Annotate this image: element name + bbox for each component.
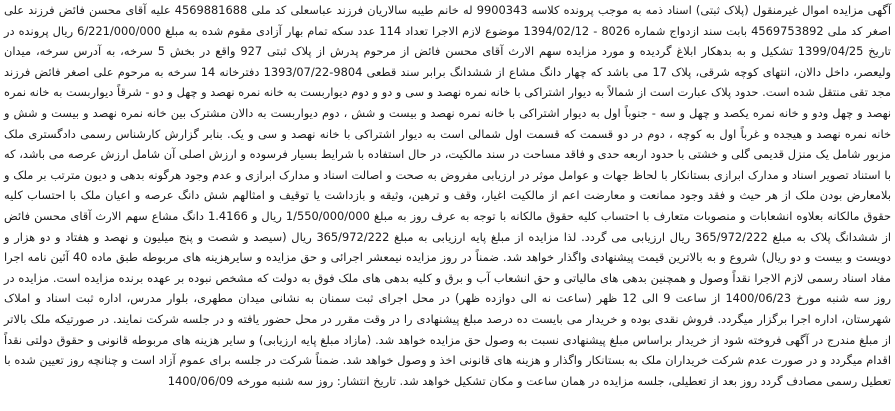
notice-body: آگهی مزایده اموال غیرمنقول (پلاک ثبتی) اسناد ذمه به موجب پرونده کلاسه 9900343 له خانم طیبه سالاریان فرزند عباسعلی کد ملی 4569881688 علیه آقای محسن فائض فرزند علی اصغر کد ملی 4569753892 بابت سند ازدواج شماره 8026 - 1394/02/12 موضوع لازم الاجرا تعداد 114 عدد سکه تمام بهار آزادی مقوم شده به مبلغ 6/221/000/000 ریال پرونده در تاریخ 1399/04/25 تشکیل و به بدهکار ابلاغ گردیده و مورد مزایده سهم الارث آقای محسن فائض از مرحوم پدرش از پلاک ثبتی 927 واقع در بخش 5 سرخه، به آدرس سرخه، میدان ولیعصر، داخل دالان، انتهای کوچه شرقی، پلاک 17 می باشد که چهار دانگ مشاع از ششدانگ برابر سند قطعی 9804-1393/07/22 دفترخانه 14 سرخه به مرحوم علی اصغر فائض فرزند مجد تقی منتقل شده است. حدود پلاک عبارت است از شمالاً به دیوار اشتراکی با خانه نمره نهصد و سی و دو و دوم دیواربست به خانه نمره نهصد و چهل و دو - شرقاً دیواربست به خانه نمره نهصد و چهل ودو و خانه نمره یکصد و چهل و سه - جنوباً اول به دیوار اشتراکی با خانه نمره نهصد و بیست و شش ، دوم دیواربست به دالان مشترک بین خانه نمره نهصد و بیست و شش و خانه نمره نهصد و هیجده و غرباً اول به کوچه ، دوم در دو قسمت که قسمت اول شمالی است به دیوار اشتراکی با خانه نهصد و سی و یک. بنابر گزارش کارشناس رسمی دادگستری ملک مزبور شامل یک منزل قدیمی گلی و خشتی با حدود اربعه حدی و فاقد مساحت در سند مالکیت، در حال استفاده با شرایط بسیار فرسوده و ارزش اصلی آن شامل ارزش عرصه می باشد، که با استناد تصویر اسناد و مدارک ابرازی بستانکار با لحاظ جهات و عوامل موثر در ارزیابی مفروض به صحت و اصالت اسناد و مدارک ابرازی و عدم وجود هرگونه بدهی و دیون مترتب بر ملک و بلامعارض بودن ملک از هر حیث و فقد وجود ممانعت و معارضت اعم از مالکیت اغیار، وقف و ترهین، وثیقه و بازداشت یا توقیف و امثالهم شش دانگ عرصه و اعیان ملک با احتساب کلیه حقوق مالکانه بعلاوه انشعابات و منصوبات متعارف با احتساب کلیه حقوق مالکانه با توجه به عرف روز به مبلغ 1/550/000/000 ریال و 1.4166 دانگ مشاع سهم الارث آقای محسن فائض از ششدانگ پلاک به مبلغ 365/972/222 ریال ارزیابی می گردد. لذا مزایده از مبلغ پایه ارزیابی به مبلغ 365/972/222 ریال (سیصد و شصت و پنج میلیون و نهصد و هفتاد و دو هزار و دویست و بیست و دو ریال) شروع و به بالاترین قیمت پیشنهادی واگذار خواهد شد. ضمناً در روز مزایده نیمعشر اجرائی و حق مزایده و سایرهزینه های مربوطه طبق ماده 40 آئین نامه اجرا مفاد اسناد رسمی لازم الاجرا نقداً وصول و همچنین بدهی های مالیاتی و حق انشعاب آب و برق و کلیه بدهی های ملک فوق به دولت که مشخص نبوده بر عهده برنده مزایده است. مزایده در روز سه شنبه مورخ 1400/06/23 از ساعت 9 الی 12 ظهر (ساعت نه الی دوازده ظهر) در محل اجرای ثبت سمنان به نشانی میدان مطهری، بلوار مدرس، اداره ثبت اسناد و املاک شهرستان، اداره اجرا برگزار میگردد. فروش نقدی بوده و خریدار می بایست ده درصد مبلغ پیشنهادی را در وقت مقرر در محل حضور یافته و در جلسه شرکت نمایند. در صورتیکه ملک بالاتر از مبلغ مندرج در آگهی فروخته شود از خریدار براساس مبلغ پیشنهادی نسبت به وصول حق مزایده خواهد شد. (مازاد مبلغ پایه ارزیابی) و سایر هزینه های مربوطه قانونی و حقوق دولتی نقداً اقدام میگردد و در صورت عدم شرکت خریداران ملک به بستانکار واگذار و هزینه های قانونی اخذ و وصول خواهد شد. ضمناً شرکت در جلسه برای عموم آزاد است و چنانچه روز تعیین شده با تعطیل رسمی مصادف گردد روز بعد از تعطیلی، جلسه مزایده در همان ساعت و مکان تشکیل خواهد شد. تاریخ انتشار: روز سه شنبه مورخه 1400/06/09	[4, 3, 892, 388]
